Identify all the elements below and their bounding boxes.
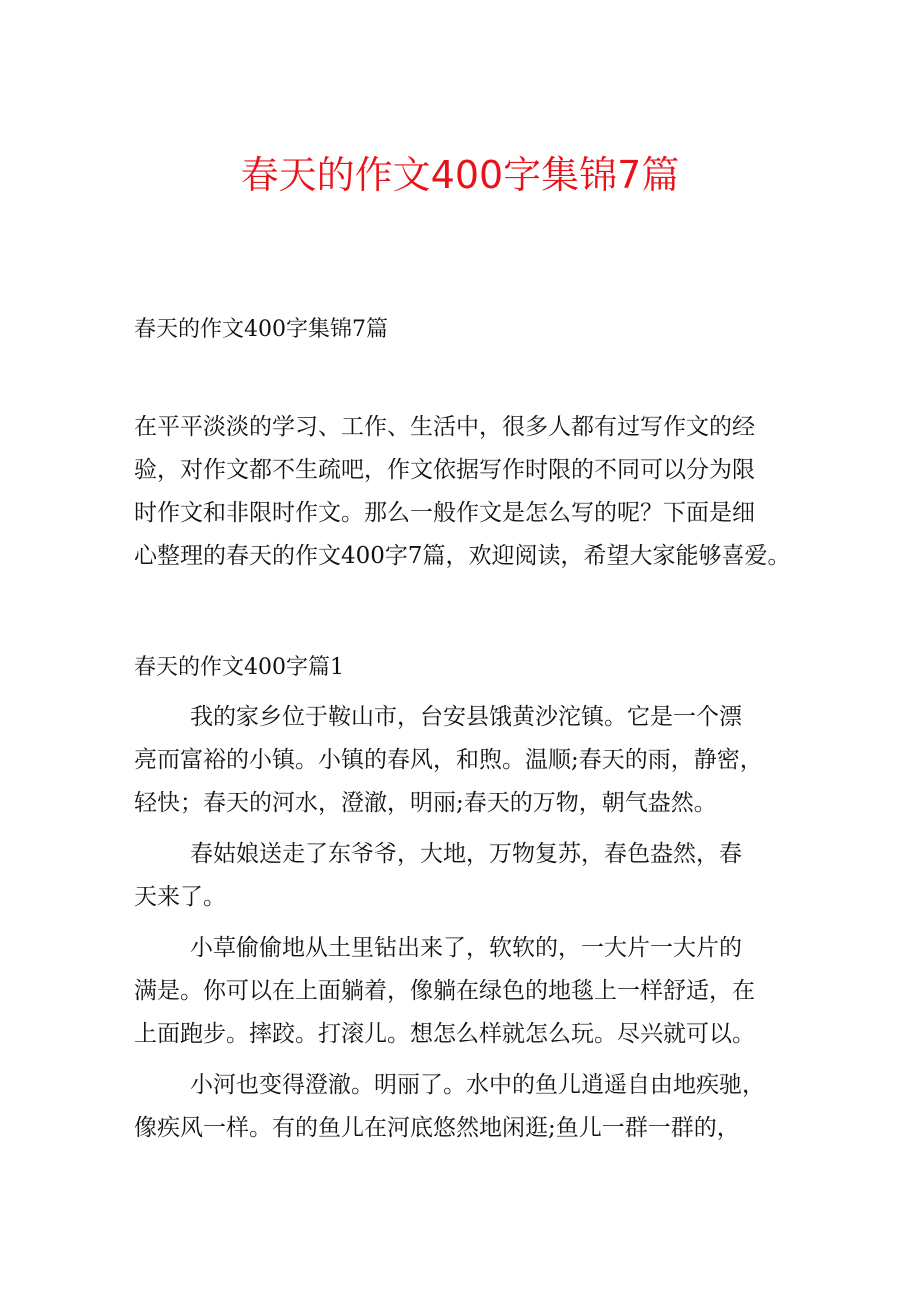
intro-line: 时作文和非限时作文。那么一般作文是怎么写的呢？下面是细 [134, 500, 755, 526]
body-line: 春姑娘送走了东爷爷，大地，万物复苏，春色盎然，春 [190, 841, 742, 867]
document-subtitle: 春天的作文400字集锦7篇 [134, 317, 388, 342]
intro-paragraph [134, 406, 804, 578]
body-line: 亮而富裕的小镇。小镇的春风，和煦。温顺;春天的雨，静密， [134, 747, 763, 773]
body-paragraph [134, 833, 804, 919]
body-line: 上面跑步。摔跤。打滚儿。想怎么样就怎么玩。尽兴就可以。 [134, 1021, 755, 1047]
intro-line: 验，对作文都不生疏吧，作文依据写作时限的不同可以分为限 [134, 457, 755, 483]
body-line: 天来了。 [134, 884, 226, 910]
intro-line: 心整理的春天的作文400字7篇，欢迎阅读，希望大家能够喜爱。 [134, 543, 791, 569]
body-line: 像疾风一样。有的鱼儿在河底悠然地闲逛;鱼儿一群一群的， [134, 1115, 740, 1141]
intro-line: 在平平淡淡的学习、工作、生活中，很多人都有过写作文的经 [134, 414, 755, 440]
body-line: 满是。你可以在上面躺着，像躺在绿色的地毯上一样舒适，在 [134, 978, 755, 1004]
body-paragraph [134, 696, 804, 825]
document-title: 春天的作文400字集锦7篇 [240, 153, 680, 197]
section-body [134, 696, 804, 1158]
body-line: 我的家乡位于鞍山市，台安县饿黄沙沱镇。它是一个漂 [190, 704, 742, 730]
body-line: 小河也变得澄澈。明丽了。水中的鱼儿逍遥自由地疾驰， [190, 1072, 765, 1098]
body-line: 小草偷偷地从土里钻出来了，软软的，一大片一大片的 [190, 935, 742, 961]
body-line: 轻快；春天的河水，澄澈，明丽;春天的万物，朝气盎然。 [134, 790, 717, 816]
body-paragraph [134, 1064, 804, 1150]
section-heading: 春天的作文400字篇1 [134, 655, 344, 680]
body-paragraph [134, 927, 804, 1056]
